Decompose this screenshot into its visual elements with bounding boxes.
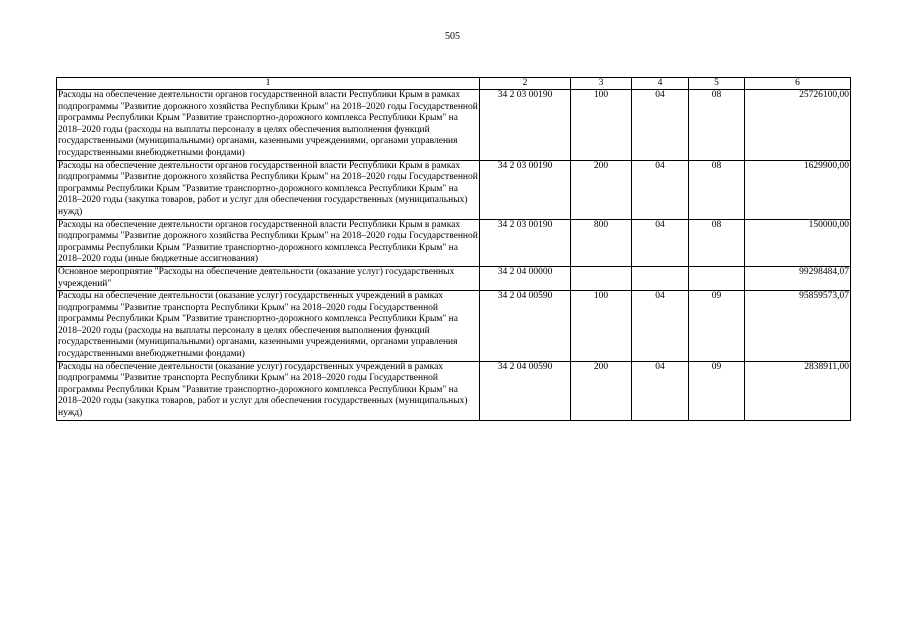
col-header-3: 3 [571,78,632,90]
row-amount: 1629900,00 [745,160,851,219]
row-subsection: 08 [689,90,745,161]
row-amount: 25726100,00 [745,90,851,161]
row-target-code: 34 2 04 00590 [480,361,571,420]
row-expense-type: 100 [571,291,632,362]
row-target-code: 34 2 03 00190 [480,90,571,161]
row-subsection [689,266,745,290]
row-section: 04 [632,219,689,266]
row-subsection: 08 [689,160,745,219]
row-expense-type: 200 [571,160,632,219]
row-expense-type: 100 [571,90,632,161]
col-header-4: 4 [632,78,689,90]
row-expense-type: 800 [571,219,632,266]
col-header-1: 1 [57,78,480,90]
row-amount: 2838911,00 [745,361,851,420]
row-expense-type: 200 [571,361,632,420]
row-description: Расходы на обеспечение деятельности органов государственной власти Республики Крым в рамках подпрограммы "Развитие дорожного хозяйства Республики Крым" на 2018–2020 годы Государственной программы Республики Крым "Развитие транспортно-дорожного комплекса Республики Крым" на 2018–2020 годы (иные бюджетные ассигнования) [57,219,480,266]
col-header-6: 6 [745,78,851,90]
row-section [632,266,689,290]
row-section: 04 [632,291,689,362]
page-number: 505 [445,31,460,42]
row-target-code: 34 2 03 00190 [480,219,571,266]
row-target-code: 34 2 04 00590 [480,291,571,362]
row-subsection: 08 [689,219,745,266]
row-subsection: 09 [689,361,745,420]
row-description: Расходы на обеспечение деятельности органов государственной власти Республики Крым в рамках подпрограммы "Развитие дорожного хозяйства Республики Крым" на 2018–2020 годы Государственной программы Республики Крым "Развитие транспортно-дорожного комплекса Республики Крым" на 2018–2020 годы (закупка товаров, работ и услуг для обеспечения государственных (муниципальных) нужд) [57,160,480,219]
row-amount: 99298484,07 [745,266,851,290]
row-section: 04 [632,361,689,420]
row-expense-type [571,266,632,290]
budget-table [56,77,851,421]
row-description: Расходы на обеспечение деятельности (оказание услуг) государственных учреждений в рамках подпрограммы "Развитие транспорта Республики Крым" на 2018–2020 годы Государственной программы Республики Крым "Развитие транспортно-дорожного комплекса Республики Крым" на 2018–2020 годы (закупка товаров, работ и услуг для обеспечения государственных (муниципальных) нужд) [57,361,480,420]
table-row [57,219,851,266]
row-section: 04 [632,160,689,219]
row-amount: 95859573,07 [745,291,851,362]
row-subsection: 09 [689,291,745,362]
row-description: Расходы на обеспечение деятельности органов государственной власти Республики Крым в рамках подпрограммы "Развитие дорожного хозяйства Республики Крым" на 2018–2020 годы Государственной программы Республики Крым "Развитие транспортно-дорожного комплекса Республики Крым" на 2018–2020 годы (расходы на выплаты персоналу в целях обеспечения выполнения функций государственными (муниципальными) органами, казенными учреждениями, органами управления государственными внебюджетными фондами) [57,90,480,161]
table-row [57,266,851,290]
header-row [57,78,851,90]
table-row [57,361,851,420]
col-header-5: 5 [689,78,745,90]
col-header-2: 2 [480,78,571,90]
table-row [57,291,851,362]
table-row [57,160,851,219]
table-row [57,90,851,161]
row-section: 04 [632,90,689,161]
row-target-code: 34 2 03 00190 [480,160,571,219]
row-target-code: 34 2 04 00000 [480,266,571,290]
row-description: Основное мероприятие "Расходы на обеспечение деятельности (оказание услуг) государственных учреждений" [57,266,480,290]
row-description: Расходы на обеспечение деятельности (оказание услуг) государственных учреждений в рамках подпрограммы "Развитие транспорта Республики Крым" на 2018–2020 годы Государственной программы Республики Крым "Развитие транспортно-дорожного комплекса Республики Крым" на 2018–2020 годы (расходы на выплаты персоналу в целях обеспечения выполнения функций государственными (муниципальными) органами, казенными учреждениями, органами управления государственными внебюджетными фондами) [57,291,480,362]
row-amount: 150000,00 [745,219,851,266]
